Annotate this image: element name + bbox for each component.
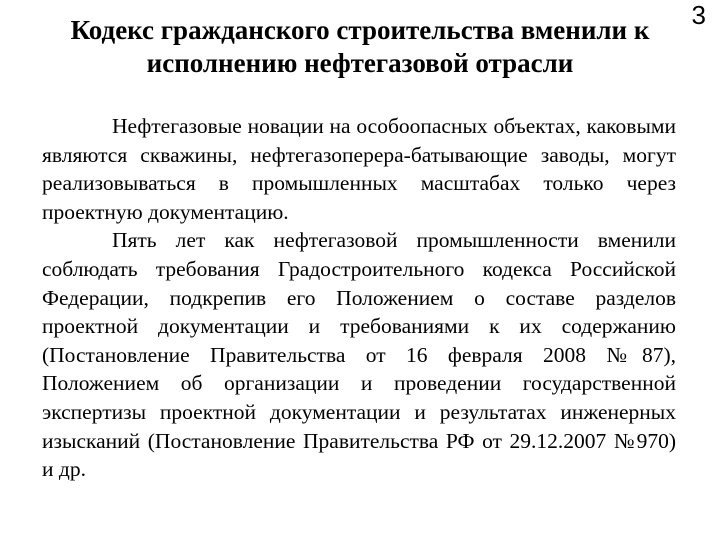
paragraph-2: Пять лет как нефтегазовой промышленности вменили соблюдать требования Градостроительного кодекса Российской Федерации, подкрепив его Положением о составе разделов проектной документации и требованиями к их содержанию (Постановление Правительства от 16 февраля 2008 №87), Положением об организации и проведении государственной экспертизы проектной документации и результатах инженерных изысканий (Постановление Правительства РФ от 29.12.2007 №970) и др.	[42, 228, 676, 482]
page-number: 3	[691, 0, 706, 30]
body-text	[42, 112, 676, 484]
title-line-1: Кодекс гражданского строительства вменили к	[70, 15, 650, 45]
title-line-2: исполнению нефтегазовой отрасли	[146, 48, 574, 78]
paragraph-1: Нефтегазовые новации на особоопасных объектах, каковыми являются скважины, нефтегазоперера-батывающие заводы, могут реализовываться в промышленных масштабах только через проектную документацию.	[42, 114, 676, 224]
slide-title	[8, 14, 712, 80]
